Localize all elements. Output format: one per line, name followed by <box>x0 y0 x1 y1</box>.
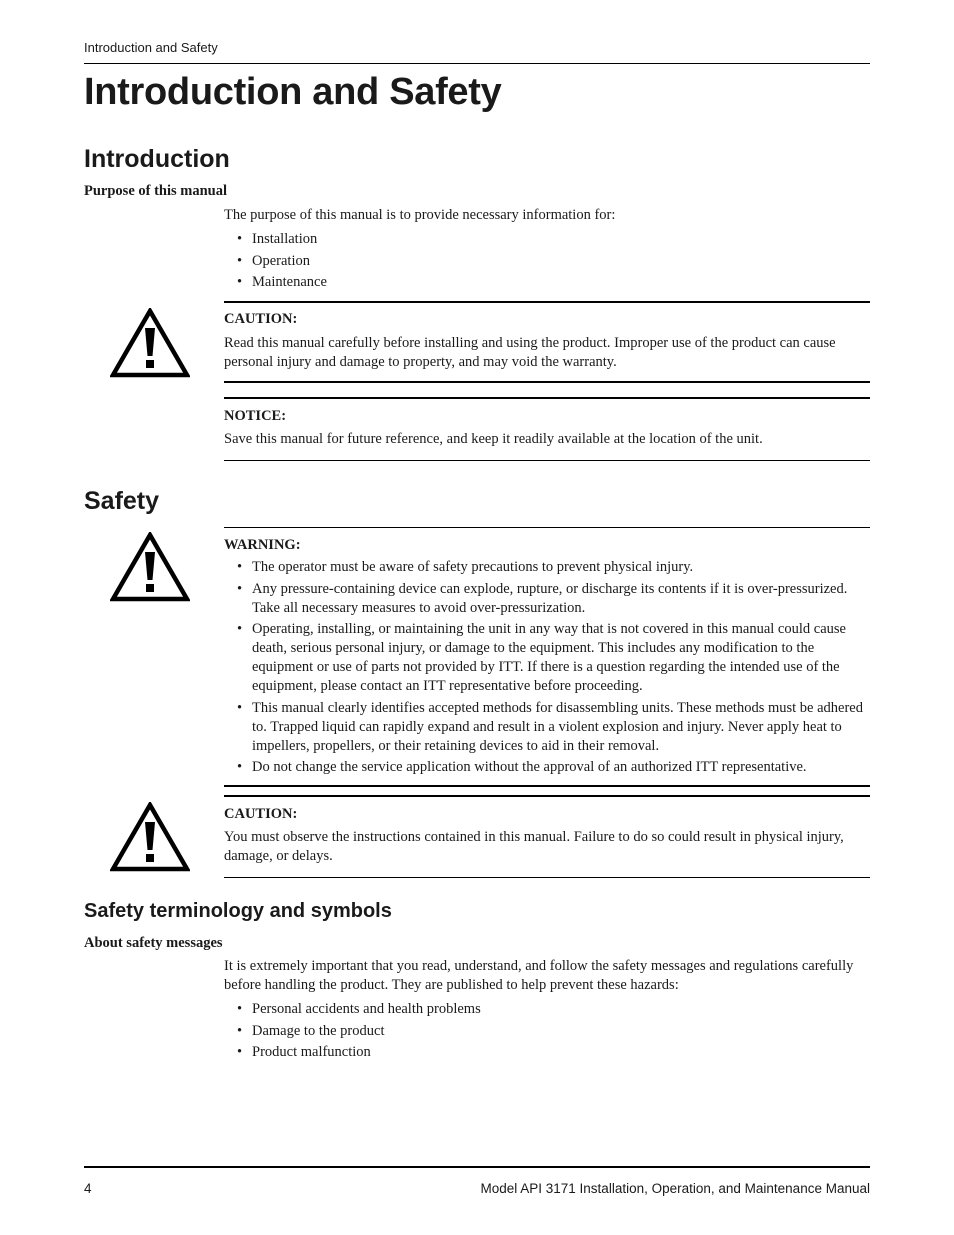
notice-bottom-rule <box>224 460 870 461</box>
warning-top-rule <box>224 527 870 528</box>
list-item: • Any pressure-containing device can explode, rupture, or discharge its contents if it is over-pressurized. Take all necessary measures to avoid over-pressurization. <box>224 580 870 618</box>
about-label: About safety messages <box>84 935 223 951</box>
terminology-heading: Safety terminology and symbols <box>84 900 392 922</box>
caution-bottom-rule <box>224 877 870 878</box>
list-item: • Do not change the service application without the approval of an authorized ITT representative. <box>224 758 870 777</box>
list-item: • Product malfunction <box>224 1042 870 1064</box>
notice-label: NOTICE: <box>224 408 287 424</box>
warning-triangle-icon <box>110 308 190 378</box>
purpose-list <box>224 229 870 294</box>
list-item: • Personal accidents and health problems <box>224 999 870 1021</box>
footer-manual-title: Model API 3171 Installation, Operation, and Maintenance Manual <box>480 1181 870 1196</box>
caution-top-rule <box>224 795 870 797</box>
footer-divider <box>84 1166 870 1168</box>
purpose-text: The purpose of this manual is to provide necessary information for: <box>224 207 616 223</box>
warning-triangle-icon <box>110 532 190 602</box>
page-number: 4 <box>84 1181 92 1196</box>
introduction-heading: Introduction <box>84 145 230 173</box>
caution-label: CAUTION: <box>224 311 298 327</box>
warning-list <box>224 558 870 780</box>
caution-bottom-rule <box>224 381 870 383</box>
list-item: • Operating, installing, or maintaining the unit in any way that is not covered in this manual could cause death, serious personal injury, or damage to the equipment. This includes any modification to the equipment or use of parts not provided by ITT. If there is a question regarding the intended use of the equipment, please contact an ITT representative before proceeding. <box>224 620 870 696</box>
safety-heading: Safety <box>84 487 160 515</box>
caution-text: Read this manual carefully before installing and using the product. Improper use of the product can cause personal injury and damage to property, and may void the warranty. <box>224 335 836 370</box>
list-item: • This manual clearly identifies accepted methods for disassembling units. These methods must be adhered to. Trapped liquid can rapidly expand and result in a violent explosion and injury. Never apply heat to impellers, propellers, or their retaining devices to aid in their removal. <box>224 699 870 756</box>
list-item: • Installation <box>224 229 870 251</box>
warning-label: WARNING: <box>224 537 301 553</box>
header-divider <box>84 63 870 64</box>
caution-text: You must observe the instructions contained in this manual. Failure to do so could result in physical injury, damage, or delays. <box>224 829 844 864</box>
warning-bottom-rule <box>224 785 870 787</box>
caution-top-rule <box>224 301 870 303</box>
chapter-title: Introduction and Safety <box>84 71 502 113</box>
list-item: • Damage to the product <box>224 1021 870 1043</box>
warning-triangle-icon <box>110 802 190 872</box>
caution-label: CAUTION: <box>224 806 298 822</box>
running-header: Introduction and Safety <box>84 40 218 55</box>
notice-top-rule <box>224 397 870 399</box>
list-item: • The operator must be aware of safety precautions to prevent physical injury. <box>224 558 870 577</box>
hazard-list <box>224 999 870 1064</box>
notice-text: Save this manual for future reference, and keep it readily available at the location of the unit. <box>224 431 763 447</box>
list-item: • Maintenance <box>224 272 870 294</box>
about-text: It is extremely important that you read, understand, and follow the safety messages and regulations carefully before handling the product. They are published to help prevent these hazards: <box>224 958 854 993</box>
purpose-label: Purpose of this manual <box>84 183 228 199</box>
list-item: • Operation <box>224 251 870 273</box>
